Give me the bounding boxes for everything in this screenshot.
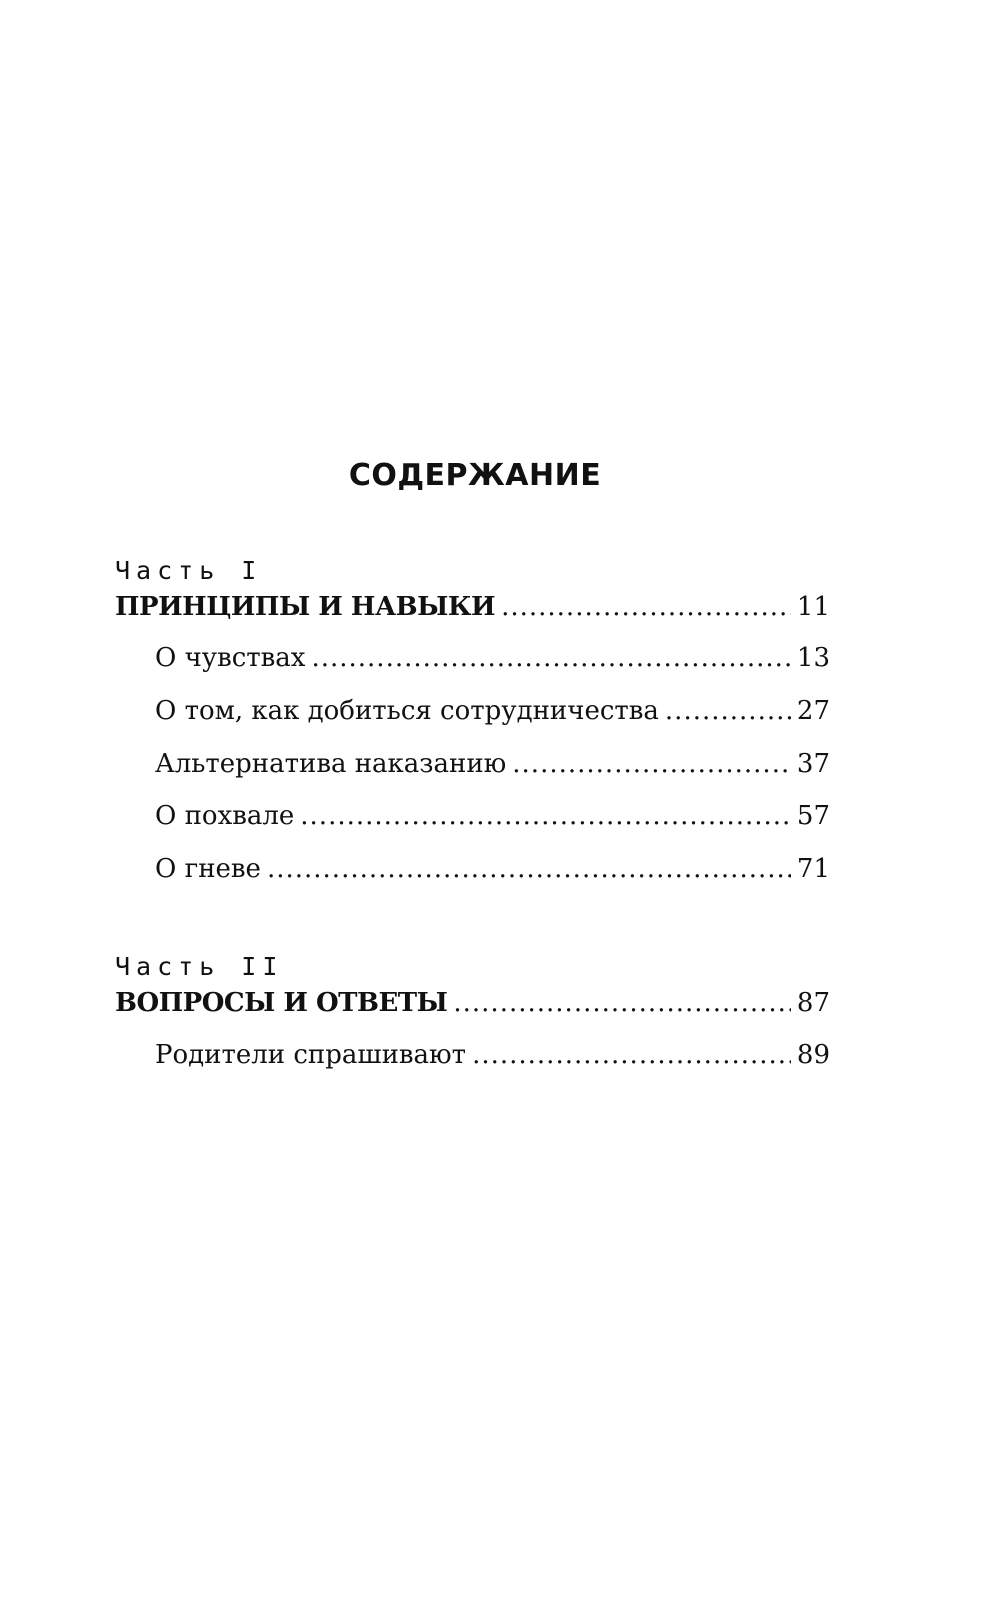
- chapter-title: О похвале: [155, 801, 295, 831]
- toc-part-heading[interactable]: [115, 590, 830, 624]
- part-label: Часть I: [115, 556, 263, 585]
- page-title: СОДЕРЖАНИЕ: [348, 458, 602, 493]
- page-number: 37: [796, 749, 830, 779]
- chapter-title: О чувствах: [155, 643, 306, 673]
- dot-leader: [311, 641, 790, 675]
- toc-chapter[interactable]: [155, 747, 830, 781]
- dot-leader: [300, 799, 791, 833]
- toc-chapter[interactable]: [155, 694, 830, 728]
- dot-leader: [267, 852, 791, 886]
- dot-leader: [453, 986, 791, 1020]
- toc-chapter[interactable]: [155, 1038, 830, 1072]
- toc-chapter[interactable]: [155, 641, 830, 675]
- dot-leader: [501, 590, 791, 624]
- page-number: 71: [796, 854, 830, 884]
- toc-chapter[interactable]: [155, 799, 830, 833]
- chapter-title: Альтернатива наказанию: [155, 749, 507, 779]
- part-label: Часть II: [115, 952, 284, 981]
- page-number: 57: [796, 801, 830, 831]
- chapter-title: Родители спрашивают: [155, 1040, 467, 1070]
- chapter-title: О том, как добиться сотрудничества: [155, 696, 659, 726]
- page-number: 89: [796, 1040, 830, 1070]
- dot-leader: [472, 1038, 791, 1072]
- dot-leader: [665, 694, 791, 728]
- part-heading-title: ПРИНЦИПЫ И НАВЫКИ: [115, 592, 496, 622]
- dot-leader: [512, 747, 791, 781]
- page-number: 87: [796, 988, 830, 1018]
- toc-chapter[interactable]: [155, 852, 830, 886]
- page-number: 27: [796, 696, 830, 726]
- chapter-title: О гневе: [155, 854, 261, 884]
- page-number: 11: [796, 592, 830, 622]
- page-number: 13: [796, 643, 830, 673]
- toc-part-heading[interactable]: [115, 986, 830, 1020]
- part-heading-title: ВОПРОСЫ И ОТВЕТЫ: [115, 988, 448, 1018]
